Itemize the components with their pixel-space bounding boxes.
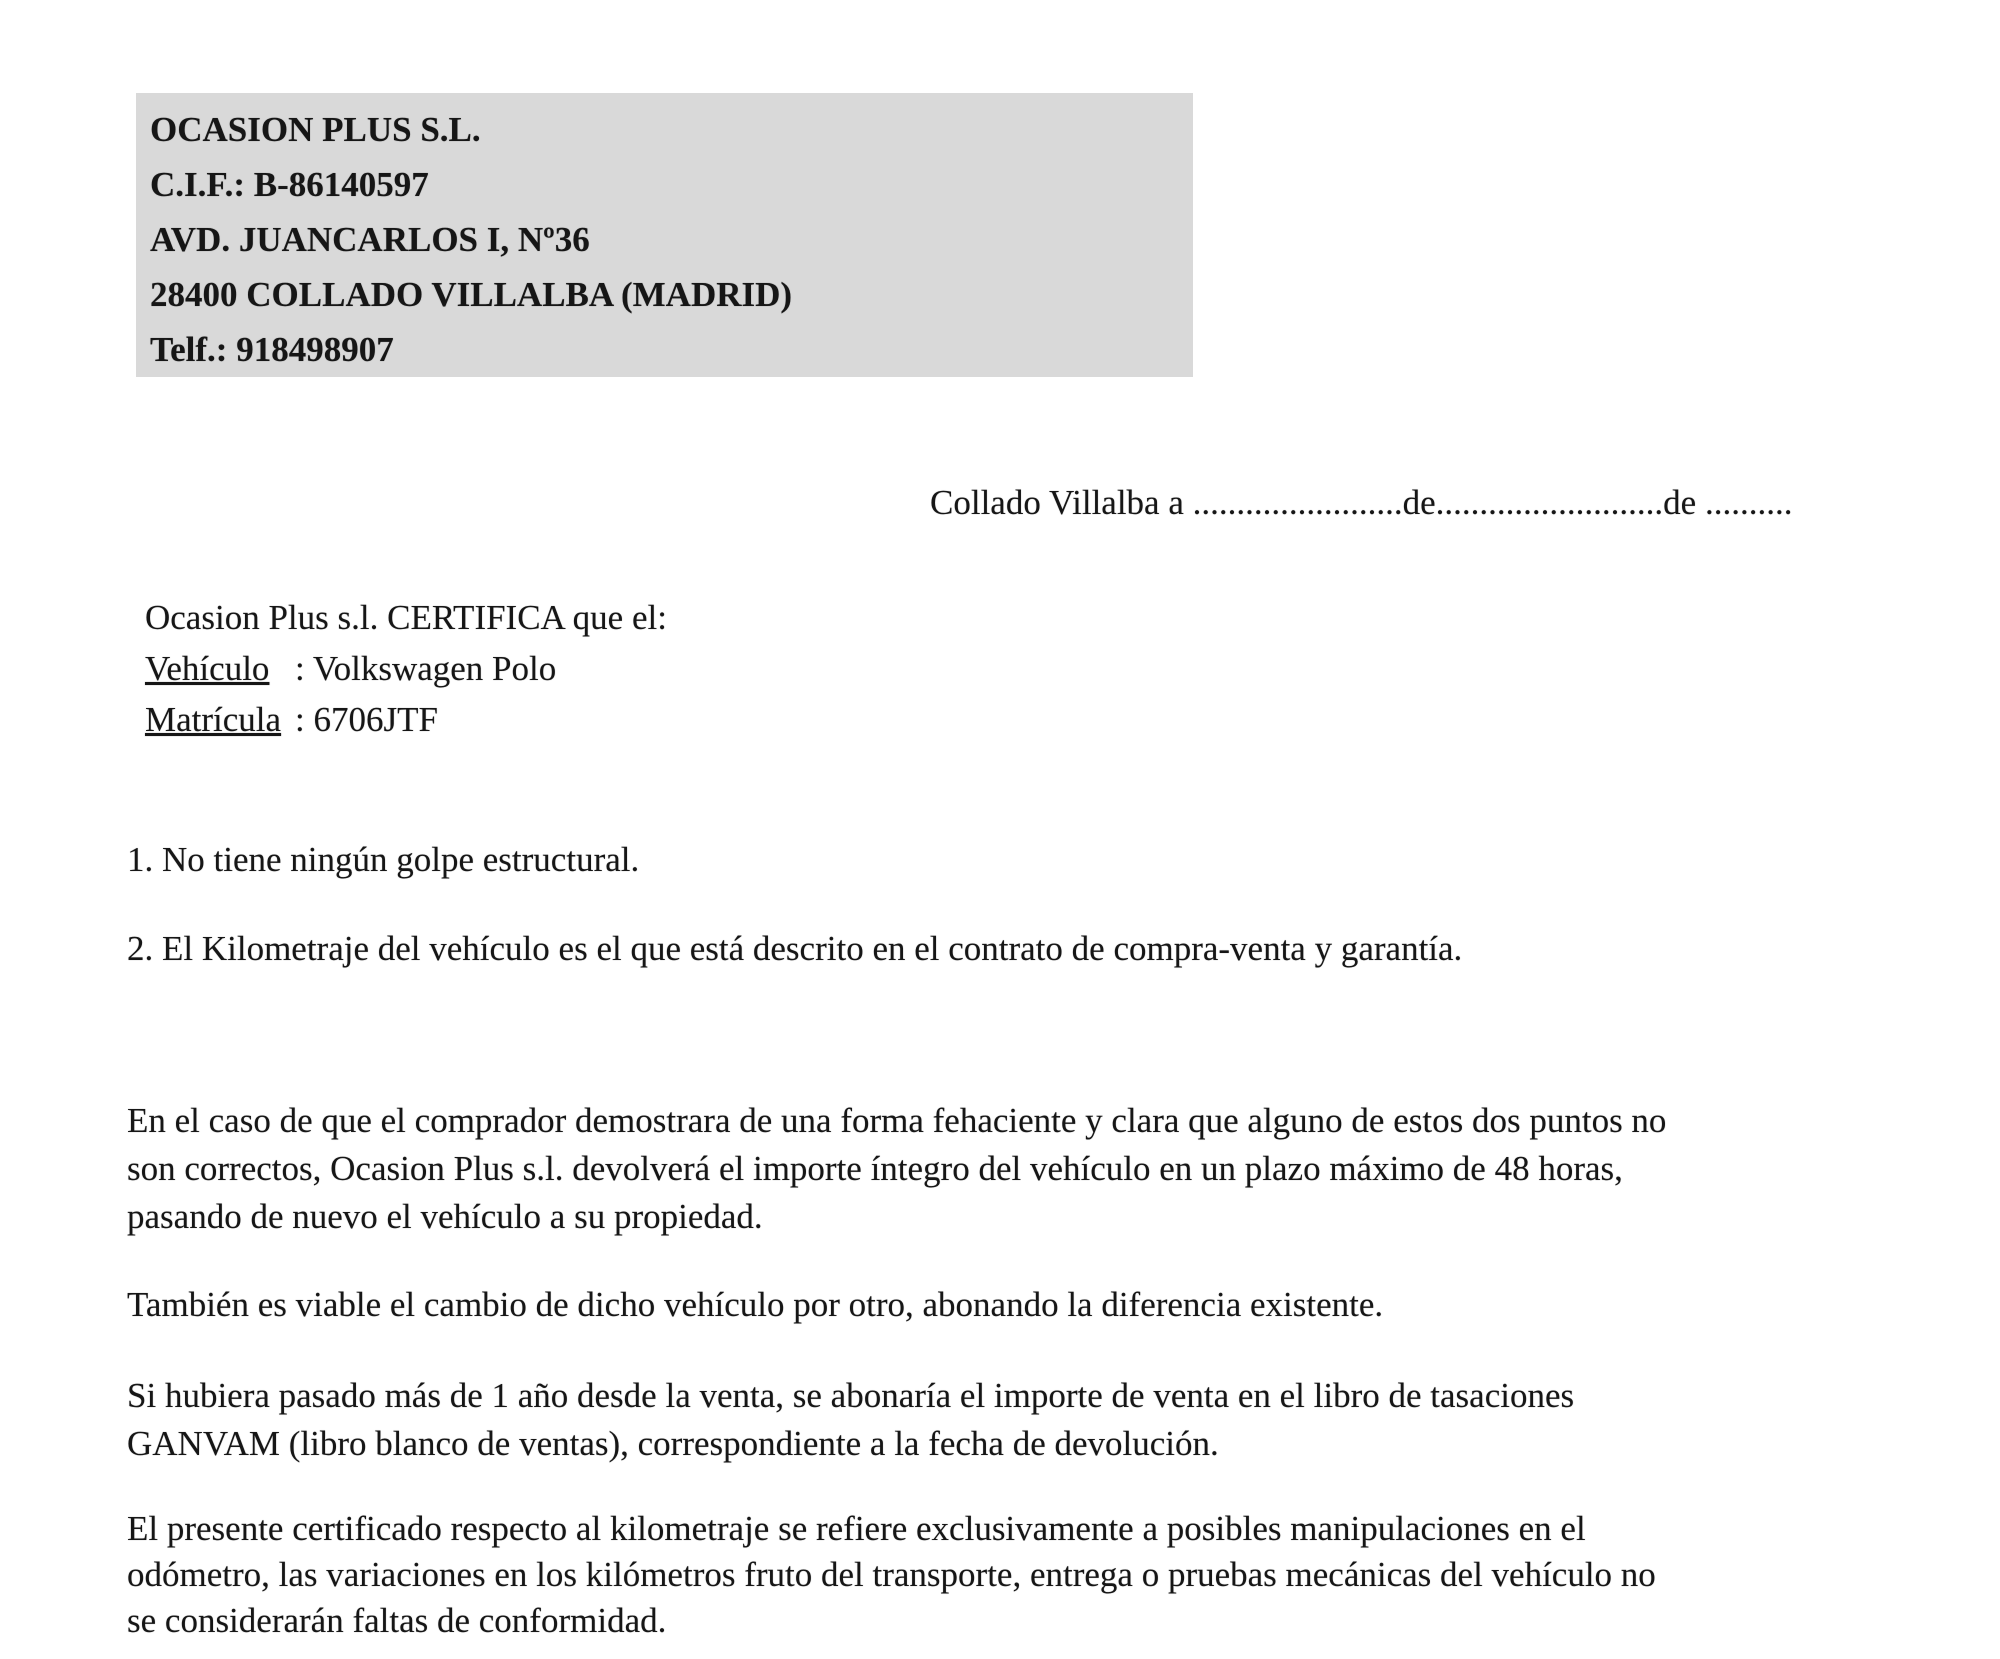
- plate-row: [145, 694, 667, 745]
- plate-value: : 6706JTF: [295, 700, 438, 739]
- plate-label: Matrícula: [145, 700, 282, 739]
- company-name: OCASION PLUS S.L.: [150, 110, 481, 149]
- company-city: 28400 COLLADO VILLALBA (MADRID): [150, 275, 793, 314]
- paragraph-refund-line: pasando de nuevo el vehículo a su propiedad.: [127, 1197, 763, 1236]
- paragraph-odometer-line: se considerarán faltas de conformidad.: [127, 1601, 667, 1640]
- paragraph-odometer: [127, 1506, 1656, 1644]
- paragraph-exchange-line: También es viable el cambio de dicho vehículo por otro, abonando la diferencia existente.: [127, 1285, 1384, 1324]
- vehicle-value: : Volkswagen Polo: [295, 649, 557, 688]
- paragraph-odometer-line: El presente certificado respecto al kilometraje se refiere exclusivamente a posibles manipulaciones en el: [127, 1509, 1586, 1548]
- company-phone: Telf.: 918498907: [150, 330, 394, 369]
- paragraph-refund: [127, 1097, 1666, 1241]
- certification-intro: Ocasion Plus s.l. CERTIFICA que el:: [145, 598, 667, 637]
- date-fill-in-line: Collado Villalba a ........................de..........................de ..........: [930, 483, 1793, 522]
- certification-block: [145, 592, 667, 745]
- company-address: AVD. JUANCARLOS I, Nº36: [150, 220, 590, 259]
- paragraph-exchange: [127, 1281, 1383, 1329]
- paragraph-ganvam-line: GANVAM (libro blanco de ventas), correspondiente a la fecha de devolución.: [127, 1424, 1219, 1463]
- paragraph-ganvam-line: Si hubiera pasado más de 1 año desde la venta, se abonaría el importe de venta en el libro de tasaciones: [127, 1376, 1575, 1415]
- company-cif: C.I.F.: B-86140597: [150, 165, 429, 204]
- paragraph-odometer-line: odómetro, las variaciones en los kilómetros fruto del transporte, entrega o pruebas mecánicas del vehículo no: [127, 1555, 1656, 1594]
- company-info-box: [136, 93, 1193, 377]
- paragraph-refund-line: En el caso de que el comprador demostrara de una forma fehaciente y clara que alguno de estos dos puntos no: [127, 1101, 1667, 1140]
- vehicle-row: [145, 643, 667, 694]
- paragraph-ganvam: [127, 1372, 1574, 1468]
- paragraph-refund-line: son correctos, Ocasion Plus s.l. devolverá el importe íntegro del vehículo en un plazo máximo de 48 horas,: [127, 1149, 1623, 1188]
- vehicle-label: Vehículo: [145, 649, 270, 688]
- clause-structural-damage: 1. No tiene ningún golpe estructural.: [127, 840, 640, 879]
- clause-mileage: 2. El Kilometraje del vehículo es el que está descrito en el contrato de compra-venta y garantía.: [127, 929, 1463, 968]
